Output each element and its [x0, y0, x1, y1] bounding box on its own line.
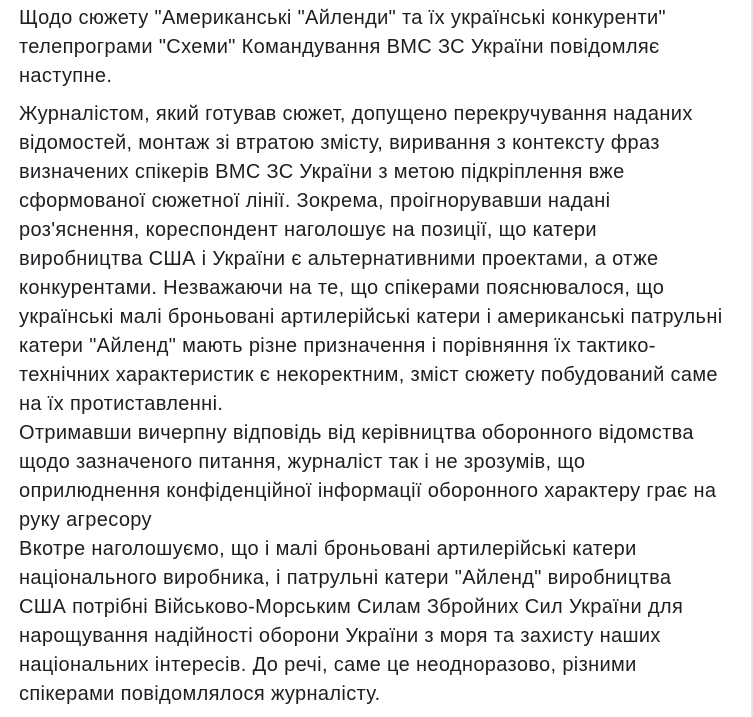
text-line: Отримавши вичерпну відповідь від керівництва оборонного відомства — [19, 422, 694, 444]
text-line: відомостей, монтаж зі втратою змісту, виривання з контексту фраз — [19, 132, 660, 154]
paragraph-response — [19, 419, 753, 535]
post-text — [19, 4, 753, 709]
text-line: щодо зазначеного питання, журналіст так і не зрозумів, що — [19, 451, 586, 473]
text-line: наступне. — [19, 65, 113, 87]
text-line: на їх протиставленні. — [19, 393, 224, 415]
text-line: українські малі броньовані артилерійські катери і американські патрульні — [19, 306, 723, 328]
text-line: визначених спікерів ВМС ЗС України з метою підкріплення вже — [19, 161, 625, 183]
text-line: оприлюднення конфіденційної інформації оборонного характеру грає на — [19, 480, 717, 502]
text-line: спікерами повідомлялося журналісту. — [19, 683, 381, 705]
text-line: сформованої сюжетної лінії. Зокрема, проігнорувавши надані — [19, 190, 611, 212]
text-line: роз'яснення, кореспондент наголошує на позиції, що катери — [19, 219, 597, 241]
paragraph-conclusion — [19, 535, 753, 709]
text-line: національного виробника, і патрульні катери "Айленд" виробництва — [19, 567, 672, 589]
text-line: Вкотре наголошуємо, що і малі броньовані артилерійські катери — [19, 538, 637, 560]
paragraph-main — [19, 100, 753, 419]
text-line: Журналістом, який готував сюжет, допущено перекручування наданих — [19, 103, 693, 125]
text-line: виробництва США і України є альтернативними проектами, а отже — [19, 248, 659, 270]
text-line: руку агресору — [19, 509, 152, 531]
text-line: конкурентами. Незважаючи на те, що спікерами пояснювалося, що — [19, 277, 665, 299]
text-line: Щодо сюжету "Американські "Айленди" та їх українські конкуренти" — [19, 7, 666, 29]
text-line: телепрограми "Схеми" Командування ВМС ЗС України повідомляє — [19, 36, 660, 58]
text-line: технічних характеристик є некоректним, зміст сюжету побудований саме — [19, 364, 718, 386]
text-line: катери "Айленд" мають різне призначення і порівняння їх тактико- — [19, 335, 656, 357]
text-line: нарощування надійності оборони України з моря та захисту наших — [19, 625, 661, 647]
text-line: національних інтересів. До речі, саме це неодноразово, різними — [19, 654, 637, 676]
paragraph-intro — [19, 4, 753, 91]
text-line: США потрібні Військово-Морським Силам Збройних Сил України для — [19, 596, 684, 618]
